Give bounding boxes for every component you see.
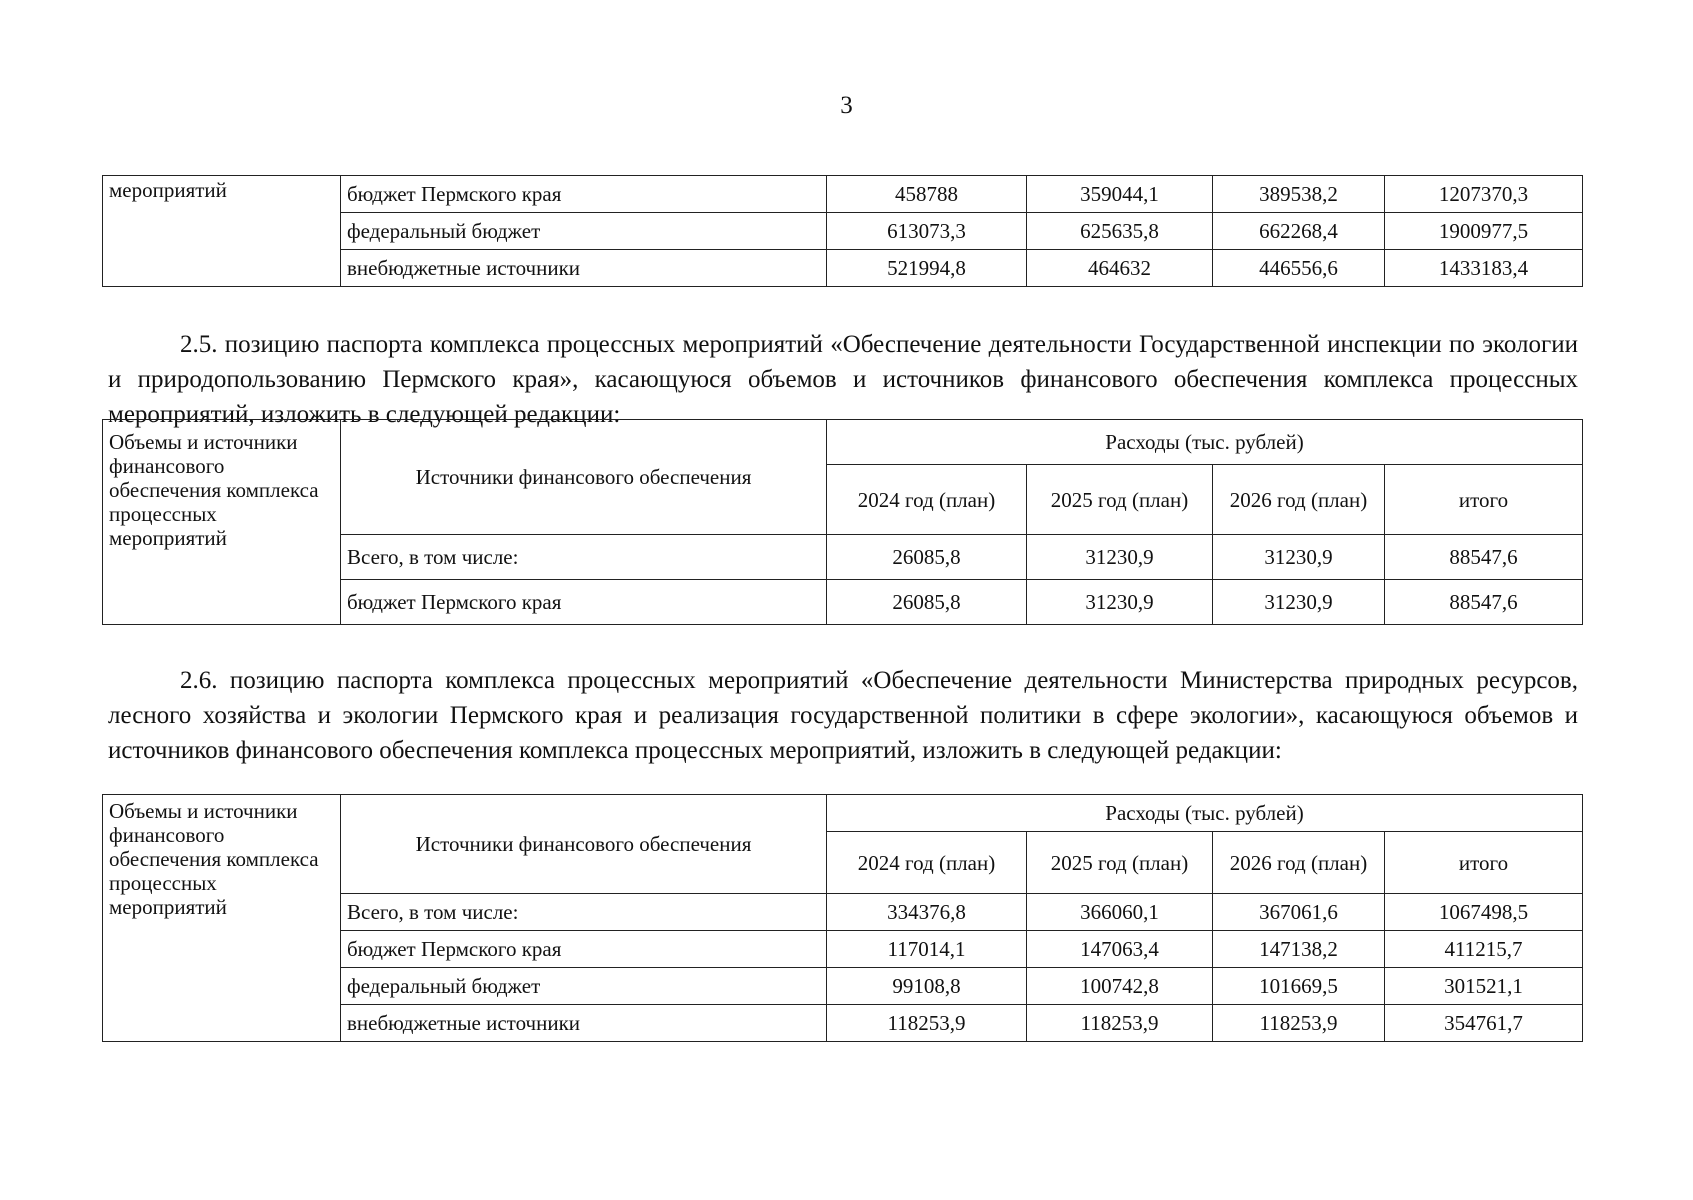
total-cell: 1900977,5 [1385,213,1583,250]
value-cell: 662268,4 [1213,213,1385,250]
value-cell: 458788 [827,176,1027,213]
table-row-label: мероприятий [103,176,341,287]
value-cell: 101669,5 [1213,968,1385,1005]
year-2026-header: 2026 год (план) [1213,465,1385,535]
source-cell: бюджет Пермского края [341,176,827,213]
total-cell: 301521,1 [1385,968,1583,1005]
value-cell: 31230,9 [1027,535,1213,580]
financing-table-continuation [102,175,1583,287]
expenses-header: Расходы (тыс. рублей) [827,420,1583,465]
value-cell: 118253,9 [1213,1005,1385,1042]
value-cell: 31230,9 [1213,580,1385,625]
value-cell: 625635,8 [1027,213,1213,250]
value-cell: 118253,9 [1027,1005,1213,1042]
value-cell: 521994,8 [827,250,1027,287]
year-2024-header: 2024 год (план) [827,465,1027,535]
value-cell: 367061,6 [1213,894,1385,931]
value-cell: 389538,2 [1213,176,1385,213]
year-2025-header: 2025 год (план) [1027,465,1213,535]
source-cell: Всего, в том числе: [341,535,827,580]
total-cell: 1433183,4 [1385,250,1583,287]
source-cell: федеральный бюджет [341,968,827,1005]
year-2026-header: 2026 год (план) [1213,832,1385,894]
value-cell: 366060,1 [1027,894,1213,931]
value-cell: 147138,2 [1213,931,1385,968]
value-cell: 26085,8 [827,535,1027,580]
table-row [103,176,1583,213]
total-cell: 88547,6 [1385,535,1583,580]
total-cell: 411215,7 [1385,931,1583,968]
value-cell: 446556,6 [1213,250,1385,287]
source-cell: Всего, в том числе: [341,894,827,931]
value-cell: 147063,4 [1027,931,1213,968]
sources-header: Источники финансового обеспечения [341,795,827,894]
value-cell: 100742,8 [1027,968,1213,1005]
total-header: итого [1385,832,1583,894]
value-cell: 464632 [1027,250,1213,287]
total-cell: 88547,6 [1385,580,1583,625]
value-cell: 31230,9 [1027,580,1213,625]
table-header-row [103,795,1583,832]
source-cell: бюджет Пермского края [341,931,827,968]
value-cell: 118253,9 [827,1005,1027,1042]
value-cell: 117014,1 [827,931,1027,968]
value-cell: 31230,9 [1213,535,1385,580]
total-cell: 1067498,5 [1385,894,1583,931]
table-header-row [103,420,1583,465]
total-cell: 354761,7 [1385,1005,1583,1042]
table-row-label: Объемы и источники финансового обеспечения комплекса процессных мероприятий [103,420,341,625]
page-number: 3 [840,92,853,119]
value-cell: 99108,8 [827,968,1027,1005]
source-cell: федеральный бюджет [341,213,827,250]
financing-table-inspection [102,419,1583,625]
financing-table-ministry [102,794,1583,1042]
value-cell: 359044,1 [1027,176,1213,213]
total-header: итого [1385,465,1583,535]
paragraph-2-6: 2.6. позицию паспорта комплекса процессных мероприятий «Обеспечение деятельности Министерства природных ресурсов, лесного хозяйства и экологии Пермского края и реализация государственной политики в сфере экологии», касающуюся объемов и источников финансового обеспечения комплекса процессных мероприятий, изложить в следующей редакции: [108,667,1578,764]
expenses-header: Расходы (тыс. рублей) [827,795,1583,832]
year-2025-header: 2025 год (план) [1027,832,1213,894]
value-cell: 334376,8 [827,894,1027,931]
paragraph-2-5: 2.5. позицию паспорта комплекса процессных мероприятий «Обеспечение деятельности Государственной инспекции по экологии и природопользованию Пермского края», касающуюся объемов и источников финансового обеспечения комплекса процессных мероприятий, изложить в следующей редакции: [108,331,1578,428]
total-cell: 1207370,3 [1385,176,1583,213]
sources-header: Источники финансового обеспечения [341,420,827,535]
value-cell: 26085,8 [827,580,1027,625]
source-cell: внебюджетные источники [341,250,827,287]
year-2024-header: 2024 год (план) [827,832,1027,894]
value-cell: 613073,3 [827,213,1027,250]
source-cell: бюджет Пермского края [341,580,827,625]
table-row-label: Объемы и источники финансового обеспечения комплекса процессных мероприятий [103,795,341,1042]
source-cell: внебюджетные источники [341,1005,827,1042]
